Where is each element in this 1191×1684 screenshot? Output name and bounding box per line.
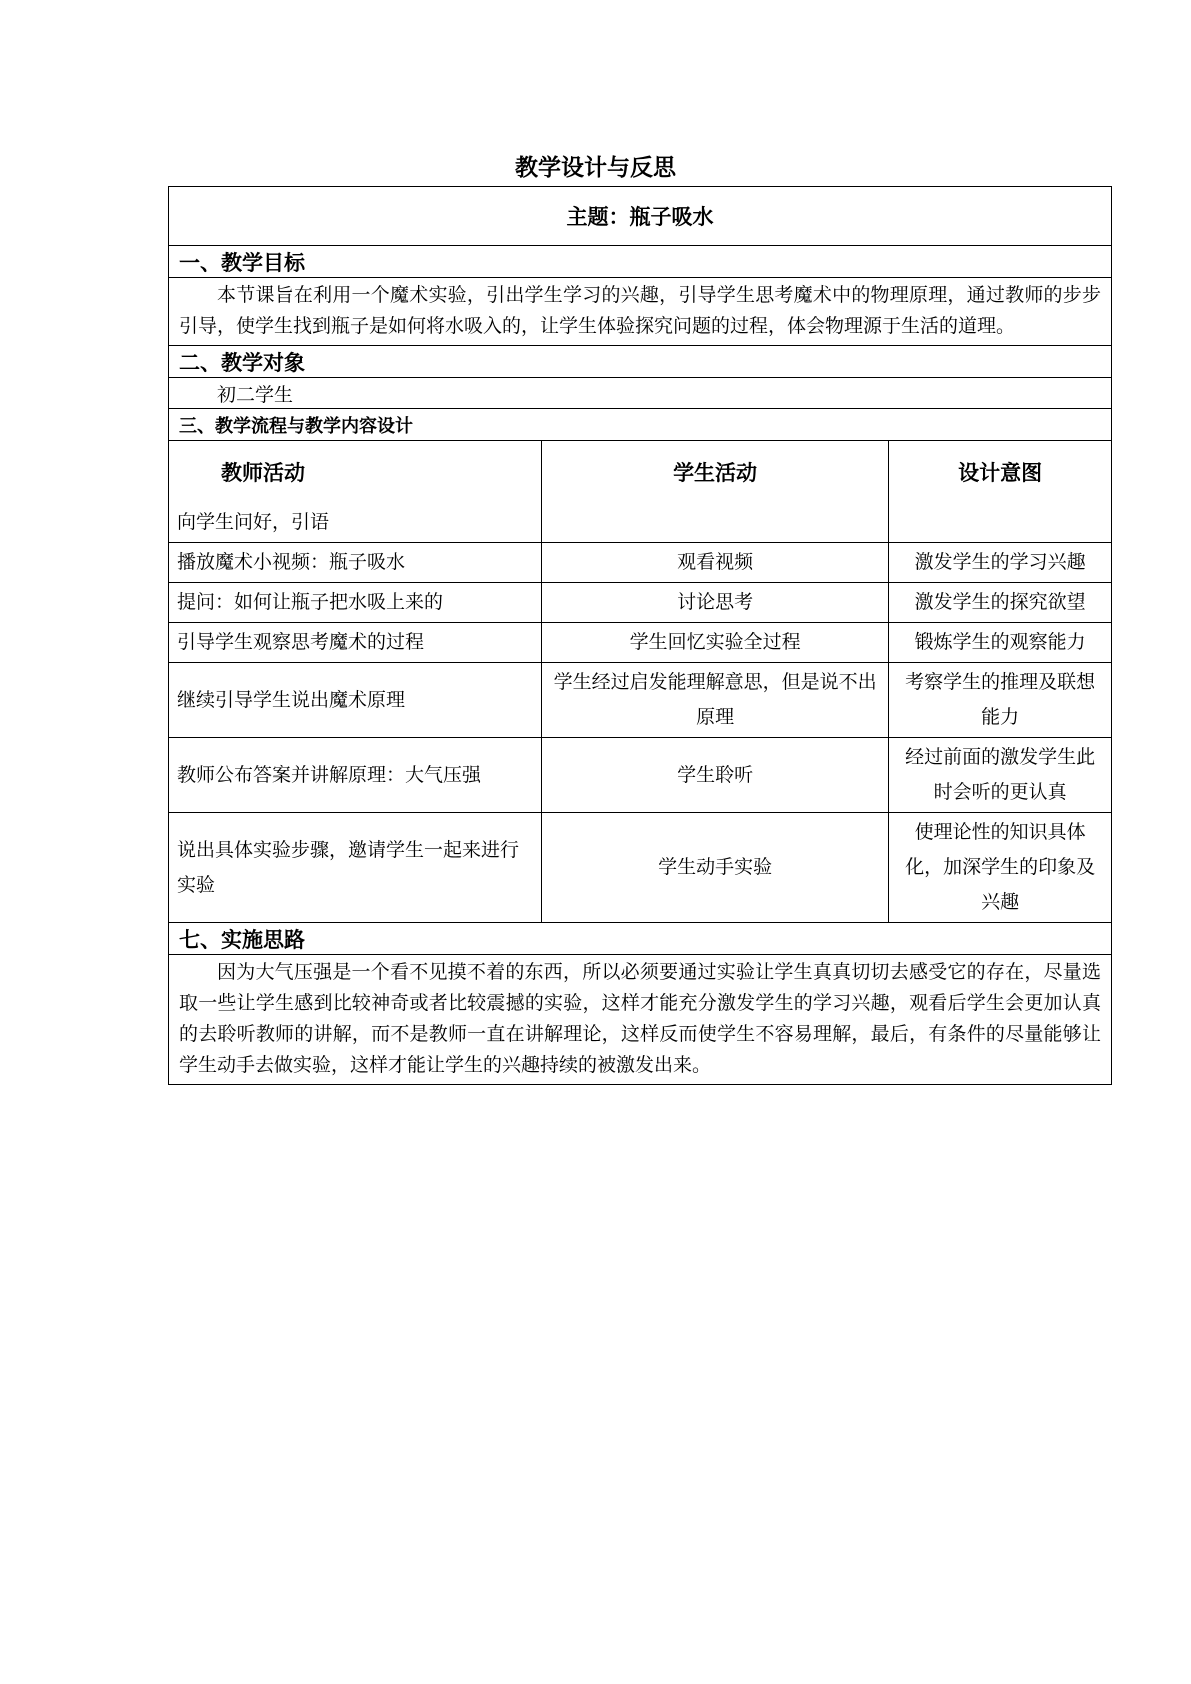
design-intent-cell: 使理论性的知识具体化，加深学生的印象及兴趣 bbox=[889, 813, 1111, 923]
lesson-plan-frame bbox=[168, 186, 1112, 1085]
column-header-intent: 设计意图 bbox=[889, 441, 1111, 503]
design-intent-cell: 激发学生的探究欲望 bbox=[889, 583, 1111, 623]
student-activity-cell: 学生聆听 bbox=[541, 738, 888, 813]
section-implementation-text: 因为大气压强是一个看不见摸不着的东西，所以必须要通过实验让学生真真切切去感受它的存在，尽量选取一些让学生感到比较神奇或者比较震撼的实验，这样才能充分激发学生的学习兴趣，观看后学生会更加认真的去聆听教师的讲解，而不是教师一直在讲解理论，这样反而使学生不容易理解，最后，有条件的尽量能够让学生动手去做实验，这样才能让学生的兴趣持续的被激发出来。 bbox=[179, 961, 1101, 1076]
design-intent-cell: 经过前面的激发学生此时会听的更认真 bbox=[889, 738, 1111, 813]
teacher-activity-cell: 引导学生观察思考魔术的过程 bbox=[169, 623, 541, 663]
table-row bbox=[169, 623, 1111, 663]
teacher-activity-cell: 提问：如何让瓶子把水吸上来的 bbox=[169, 583, 541, 623]
teacher-activity-cell: 向学生问好，引语 bbox=[177, 511, 330, 533]
design-intent-cell: 考察学生的推理及联想能力 bbox=[889, 663, 1111, 738]
student-activity-cell: 观看视频 bbox=[541, 543, 888, 583]
document-title: 教学设计与反思 bbox=[515, 155, 676, 181]
design-intent-cell: 激发学生的学习兴趣 bbox=[889, 543, 1111, 583]
table-row bbox=[169, 813, 1111, 923]
teacher-activity-cell: 说出具体实验步骤，邀请学生一起来进行实验 bbox=[169, 813, 541, 923]
section-flow-heading: 三、教学流程与教学内容设计 bbox=[169, 409, 1111, 441]
design-intent-cell: 锻炼学生的观察能力 bbox=[889, 623, 1111, 663]
flow-table bbox=[169, 441, 1111, 922]
student-activity-cell: 学生回忆实验全过程 bbox=[541, 623, 888, 663]
teacher-activity-cell: 教师公布答案并讲解原理：大气压强 bbox=[169, 738, 541, 813]
flow-table-wrapper bbox=[169, 441, 1111, 923]
teacher-activity-cell: 播放魔术小视频：瓶子吸水 bbox=[169, 543, 541, 583]
student-activity-cell: 讨论思考 bbox=[541, 583, 888, 623]
section-audience-text: 初二学生 bbox=[169, 378, 1111, 409]
student-activity-cell: 学生经过启发能理解意思，但是说不出原理 bbox=[541, 663, 888, 738]
table-row bbox=[169, 543, 1111, 583]
section-implementation-heading: 七、实施思路 bbox=[169, 923, 1111, 955]
table-row bbox=[169, 503, 1111, 543]
teacher-activity-cell: 继续引导学生说出魔术原理 bbox=[169, 663, 541, 738]
section-audience-heading: 二、教学对象 bbox=[169, 346, 1111, 378]
table-row bbox=[169, 663, 1111, 738]
topic-heading: 主题：瓶子吸水 bbox=[169, 187, 1111, 246]
section-goal-text: 本节课旨在利用一个魔术实验，引出学生学习的兴趣，引导学生思考魔术中的物理原理，通过教师的步步引导，使学生找到瓶子是如何将水吸入的，让学生体验探究问题的过程，体会物理源于生活的道理。 bbox=[169, 278, 1111, 346]
flow-table-header-row bbox=[169, 441, 1111, 503]
column-header-student: 学生活动 bbox=[541, 441, 888, 503]
section-goal-heading: 一、教学目标 bbox=[169, 246, 1111, 278]
design-intent-cell bbox=[889, 503, 1111, 543]
student-activity-cell: 学生动手实验 bbox=[541, 813, 888, 923]
table-row bbox=[169, 738, 1111, 813]
column-header-teacher: 教师活动 bbox=[221, 461, 305, 485]
table-row bbox=[169, 583, 1111, 623]
student-activity-cell bbox=[541, 503, 888, 543]
